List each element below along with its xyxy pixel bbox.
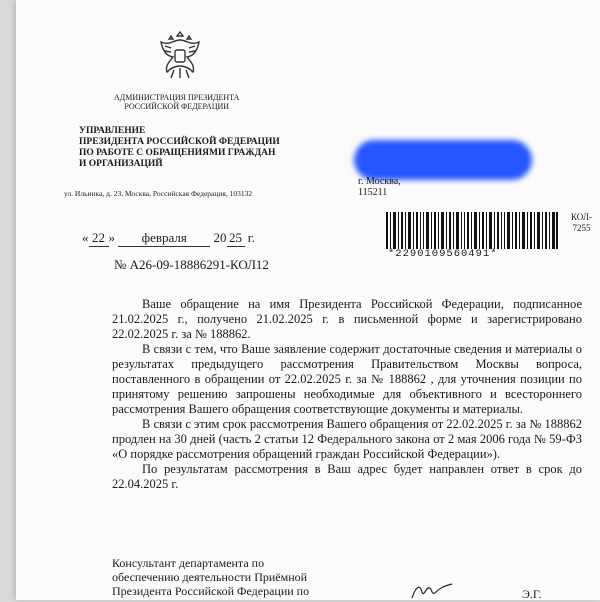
signatory-block <box>112 556 309 598</box>
coat-of-arms-emblem <box>155 26 205 84</box>
recipient-city: г. Москва, <box>358 176 401 187</box>
letter-date <box>82 230 255 247</box>
organization-header <box>79 126 280 170</box>
handwritten-signature <box>410 582 454 600</box>
signatory-line-3: Президента Российской Федерации по <box>112 584 310 598</box>
body-paragraph: В связи с тем, что Ваше заявление содержит достаточные сведения и материалы о результатах предыдущего рассмотрения Правительством Москвы вопроса, поставленного в обращении от 22.02.2025 г. за № 188862 , для уточнения позиции по принятому решению запрошены необходимые для объективного и всестороннего рассмотрения Вашего обращения соответствующие документы и материалы. <box>112 342 582 416</box>
barcode-number: *2290109560491* <box>388 248 498 260</box>
org-line-4: И ОРГАНИЗАЦИЙ <box>79 159 163 169</box>
registry-code <box>571 212 592 234</box>
date-quote-open: « <box>82 230 89 245</box>
signatory-line-1: Консультант департамента по <box>112 556 265 570</box>
date-year-prefix: 20 <box>213 230 227 245</box>
signatory-line-2: обеспечению деятельности Приёмной <box>112 570 308 584</box>
date-quote-close: » <box>108 230 115 245</box>
barcode-image <box>386 212 558 249</box>
letter-number: № А26-09-18886291-КОЛ12 <box>114 257 269 272</box>
sender-address: ул. Ильинка, д. 23, Москва, Российская Федерация, 103132 <box>64 189 253 198</box>
registry-code-line-1: КОЛ- <box>571 212 592 222</box>
letter-page <box>16 0 600 600</box>
org-line-2: ПРЕЗИДЕНТА РОССИЙСКОЙ ФЕДЕРАЦИИ <box>79 137 280 147</box>
date-year-suffix: 25 <box>227 230 245 247</box>
date-month: февраля <box>118 230 210 247</box>
body-paragraph: Ваше обращение на имя Президента Российской Федерации, подписанное 21.02.2025 г., получено 21.02.2025 г. в письменной форме и зарегистрировано 22.02.2025 г. за № 188862. <box>112 297 582 341</box>
recipient-address <box>358 176 401 198</box>
administration-header <box>114 93 239 111</box>
letter-body <box>112 297 582 492</box>
org-line-1: УПРАВЛЕНИЕ <box>79 126 146 136</box>
recipient-postcode: 115211 <box>358 187 388 198</box>
redacted-recipient <box>354 140 532 180</box>
signatory-initials: Э.Г. <box>522 587 542 601</box>
date-day: 22 <box>89 230 109 247</box>
body-paragraph: В связи с этим срок рассмотрения Вашего обращения от 22.02.2025 г. за № 188862 продлен на 30 дней (часть 2 статьи 12 Федерального закона от 2 мая 2006 года № 59-ФЗ «О порядке рассмотрения обращений граждан Российской Федерации»). <box>112 417 582 461</box>
registry-code-line-2: 7255 <box>572 223 591 233</box>
admin-line-2: РОССИЙСКОЙ ФЕДЕРАЦИИ <box>124 102 230 111</box>
admin-line-1: АДМИНИСТРАЦИЯ ПРЕЗИДЕНТА <box>114 93 240 102</box>
body-paragraph: По результатам рассмотрения в Ваш адрес будет направлен ответ в срок до 22.04.2025 г. <box>112 462 582 491</box>
org-line-3: ПО РАБОТЕ С ОБРАЩЕНИЯМИ ГРАЖДАН <box>79 148 276 158</box>
date-year-label: г. <box>247 230 255 245</box>
